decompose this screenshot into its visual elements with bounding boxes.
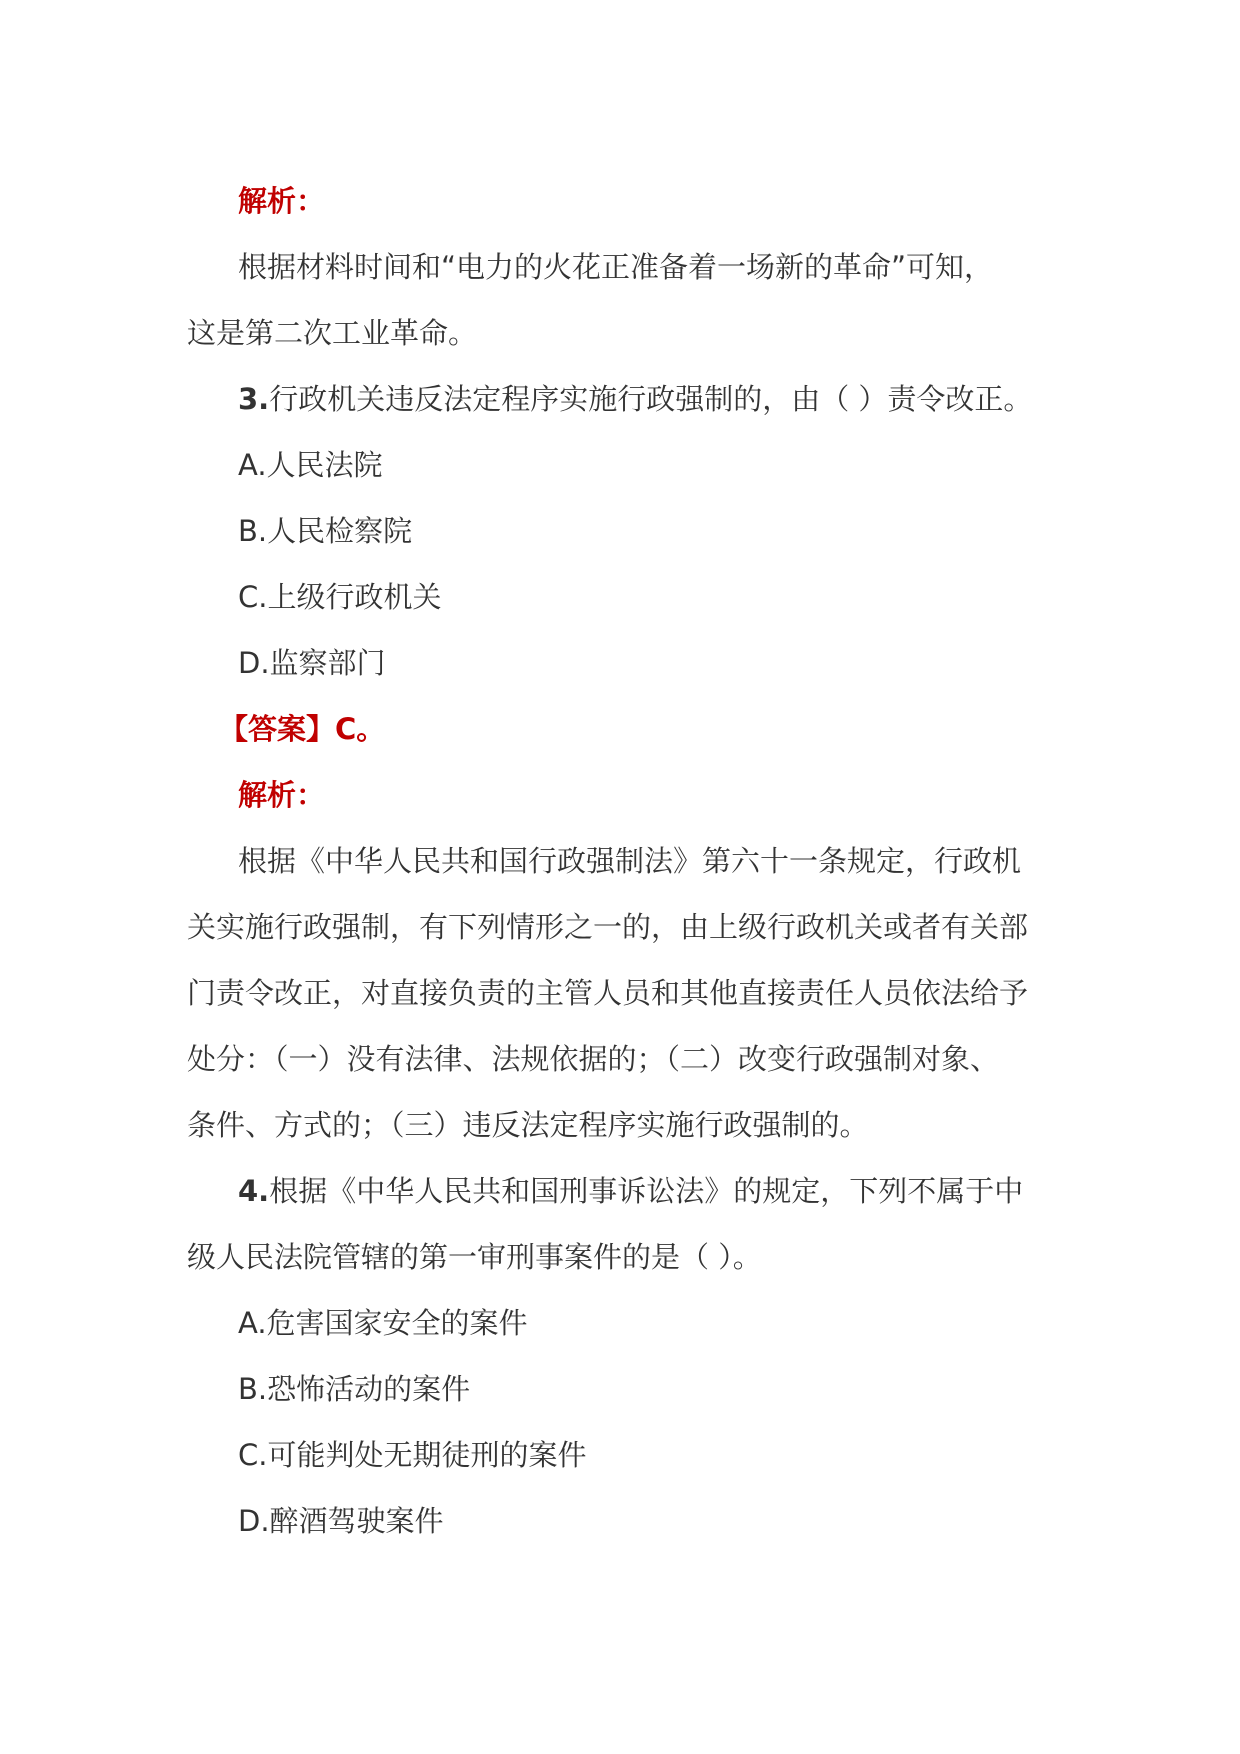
option-b: B.人民检察院	[238, 514, 413, 548]
question-4-stem	[187, 1158, 1057, 1290]
question-3-stem	[187, 366, 1057, 432]
question-text: 行政机关违反法定程序实施行政强制的，由（ ）责令改正。	[269, 382, 1033, 416]
option-c: C.可能判处无期徒刑的案件	[238, 1438, 587, 1472]
document-body	[187, 168, 1057, 1554]
question-line	[187, 1158, 1057, 1224]
option-a: A.危害国家安全的案件	[238, 1306, 528, 1340]
option-a: A.人民法院	[238, 448, 383, 482]
analysis-label: 解析：	[238, 184, 326, 218]
question-line: 级人民法院管辖的第一审刑事案件的是（ ）。	[187, 1240, 762, 1274]
analysis-line: 根据《中华人民共和国行政强制法》第六十一条规定，行政机	[238, 844, 1022, 878]
analysis-paragraph	[187, 828, 1057, 1158]
analysis-line: 根据材料时间和“电力的火花正准备着一场新的革命”可知，	[238, 250, 994, 284]
analysis-line: 关实施行政强制，有下列情形之一的，由上级行政机关或者有关部	[187, 910, 1029, 944]
analysis-label: 解析：	[238, 778, 326, 812]
analysis-paragraph	[187, 234, 1057, 366]
analysis-line: 处分：（一）没有法律、法规依据的；（二）改变行政强制对象、	[187, 1042, 1000, 1076]
analysis-line: 这是第二次工业革命。	[187, 316, 478, 350]
option-c: C.上级行政机关	[238, 580, 442, 614]
question-text: 根据《中华人民共和国刑事诉讼法》的规定，下列不属于中	[269, 1174, 1024, 1208]
answer-line: 【答案】C。	[219, 712, 386, 746]
option-b: B.恐怖活动的案件	[238, 1372, 471, 1406]
option-d: D.监察部门	[238, 646, 386, 680]
question-number: 4.	[238, 1174, 270, 1208]
option-d: D.醉酒驾驶案件	[238, 1504, 444, 1538]
question-number: 3.	[238, 382, 270, 416]
analysis-line: 条件、方式的；（三）违反法定程序实施行政强制的。	[187, 1108, 869, 1142]
analysis-line: 门责令改正，对直接负责的主管人员和其他直接责任人员依法给予	[187, 976, 1029, 1010]
